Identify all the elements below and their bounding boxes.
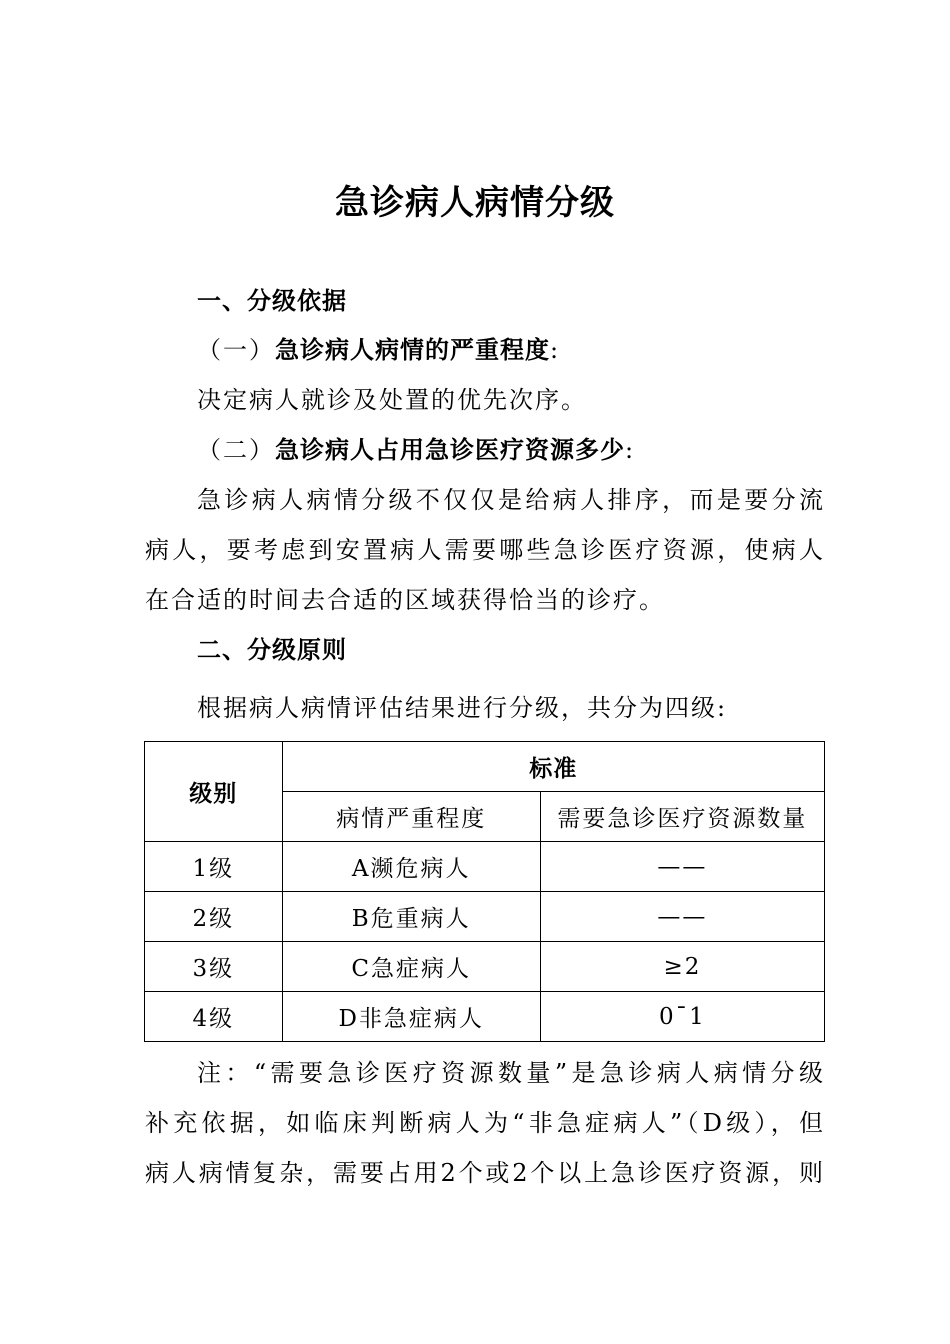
paragraph-line: 在合适的时间去合适的区域获得恰当的诊疗。 <box>145 586 665 614</box>
header-resources: 需要急诊医疗资源数量 <box>540 792 824 842</box>
subsection-severity <box>197 332 825 368</box>
cell-severity: A濒危病人 <box>282 842 540 892</box>
subsection-colon: : <box>625 436 636 464</box>
paragraph-line: 病人，要考虑到安置病人需要哪些急诊医疗资源，使病人 <box>145 536 825 564</box>
severity-description: 决定病人就诊及处置的优先次序。 <box>197 386 587 414</box>
header-severity: 病情严重程度 <box>282 792 540 842</box>
grading-table <box>144 741 825 1042</box>
table-row <box>145 942 825 992</box>
section-heading-basis: 一、分级依据 <box>197 287 347 315</box>
note-line: 补充依据，如临床判断病人为“非急症病人”（D级），但 <box>145 1109 825 1137</box>
cell-resources: 0¯1 <box>540 992 824 1042</box>
section-heading-principle: 二、分级原则 <box>197 636 347 664</box>
subsection-title: 急诊病人占用急诊医疗资源多少 <box>275 436 625 464</box>
subsection-colon: : <box>550 336 561 364</box>
cell-level: 3级 <box>145 942 283 992</box>
subsection-title: 急诊病人病情的严重程度 <box>275 336 550 364</box>
note-line: 病人病情复杂，需要占用2个或2个以上急诊医疗资源，则 <box>145 1159 825 1187</box>
table-row <box>145 992 825 1042</box>
cell-severity: D非急症病人 <box>282 992 540 1042</box>
table-row <box>145 892 825 942</box>
cell-resources: ≥2 <box>540 942 824 992</box>
cell-level: 2级 <box>145 892 283 942</box>
subsection-number: （二） <box>197 436 275 464</box>
cell-level: 4级 <box>145 992 283 1042</box>
cell-level: 1级 <box>145 842 283 892</box>
cell-resources: —— <box>540 842 824 892</box>
cell-resources: —— <box>540 892 824 942</box>
cell-severity: B危重病人 <box>282 892 540 942</box>
paragraph-line: 急诊病人病情分级不仅仅是给病人排序，而是要分流 <box>197 486 825 514</box>
subsection-number: （一） <box>197 336 275 364</box>
document-title: 急诊病人病情分级 <box>335 183 615 223</box>
note-line: 注：“需要急诊医疗资源数量”是急诊病人病情分级 <box>197 1059 825 1087</box>
table-row <box>145 842 825 892</box>
header-level: 级别 <box>145 742 283 842</box>
table-header-row <box>145 742 825 792</box>
section-intro: 根据病人病情评估结果进行分级，共分为四级: <box>197 694 728 722</box>
subsection-resources <box>197 432 825 468</box>
cell-severity: C急症病人 <box>282 942 540 992</box>
header-standard: 标准 <box>282 742 824 792</box>
